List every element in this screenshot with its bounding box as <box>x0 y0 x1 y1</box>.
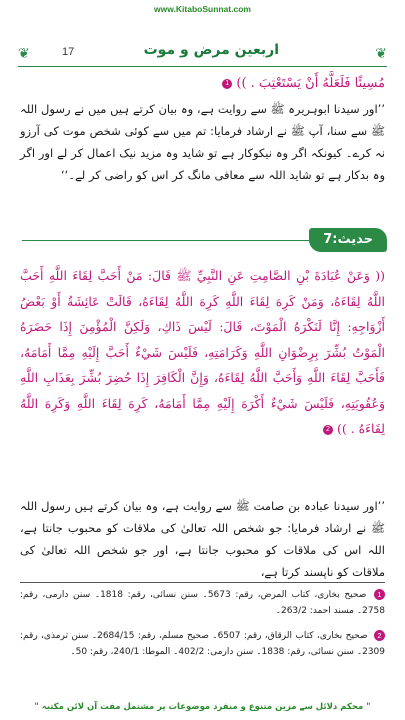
footnote-1 <box>20 587 385 619</box>
header-rule <box>18 66 387 67</box>
arabic-hadith-text: (( وَعَنْ عُبَادَةَ بْنِ الصَّامِتِ عَنِ النَّبِيِّ ﷺ قَالَ: مَنْ أَحَبَّ لِقَاءَ اللَّهِ أَحَبَّ اللَّهُ لِقَاءَهُ، وَمَنْ كَرِهَ لِقَاءَ اللَّهِ كَرِهَ اللَّهُ لِقَاءَهُ، قَالَتْ عَائِشَةُ أَوْ بَعْضُ أَزْوَاجِهِ: إِنَّا لَنَكْرَهُ الْمَوْتَ، قَالَ: لَيْسَ ذَاكِ، وَلَكِنَّ الْمُؤْمِنَ إِذَا حَضَرَهُ الْمَوْتُ بُشِّرَ بِرِضْوَانِ اللَّهِ وَكَرَامَتِهِ، فَلَيْسَ شَيْءٌ أَحَبَّ إِلَيْهِ مِمَّا أَمَامَهُ، فَأَحَبَّ لِقَاءَ اللَّهِ وَأَحَبَّ اللَّهُ لِقَاءَهُ، وَإِنَّ الْكَافِرَ إِذَا حُضِرَ بُشِّرَ بِعَذَابِ اللَّهِ وَعُقُوبَتِهِ، فَلَيْسَ شَيْءٌ أَكْرَهَ إِلَيْهِ مِمَّا أَمَامَهُ، كَرِهَ لِقَاءَ اللَّهِ وَكَرِهَ اللَّهُ لِقَاءَهُ . )) <box>20 268 385 436</box>
footnote-ref-1: 1 <box>222 79 232 89</box>
page-number: 17 <box>62 46 75 58</box>
ornament-left-icon: ❦ <box>18 46 30 62</box>
footnote-1-text: صحیح بخاری، کتاب المرض، رقم: 5673۔ سنن نسائی، رقم: 1818۔ سنن دارمی، رقم: 2758۔ مسند احمد: 263/2۔ <box>20 590 385 616</box>
heading-rule <box>22 240 309 241</box>
footnote-1-number: 1 <box>374 589 385 600</box>
urdu-translation-1: ’’اور سیدنا ابوہریرہ ﷺ سے روایت ہے، وہ بیان کرتے ہیں میں نے رسول اللہ ﷺ سے سنا، آپ ﷺ نے ارشاد فرمایا: تم میں سے کوئی شخص موت کی آرزو نہ کرے۔ کیونکہ اگر وہ نیکوکار ہے تو شاید وہ مزید نیک اعمال کر لے اور اگر وہ بدکار ہے تو شاید اللہ سے معافی مانگ کر اس کو راضی کر لے۔‘‘ <box>20 102 386 182</box>
library-note: " محکم دلائل سے مزین متنوع و منفرد موضوعات پر مشتمل مفت آن لائن مکتبہ " <box>34 702 371 712</box>
page-header <box>18 40 387 70</box>
footnote-2-number: 2 <box>374 630 385 641</box>
footnote-2 <box>20 628 385 660</box>
footnote-divider <box>20 582 385 583</box>
urdu-translation-2: ’’اور سیدنا عبادہ بن صامت ﷺ سے روایت ہے، وہ بیان کرتے ہیں رسول اللہ ﷺ نے ارشاد فرمایا: جو شخص اللہ تعالیٰ کی ملاقات کو محبوب جانتا ہے، اللہ اس کی ملاقات کو محبوب جانتا ہے، اور جو شخص اللہ تعالیٰ کی ملاقات کو ناپسند کرتا ہے، <box>20 499 385 579</box>
arabic-hadith <box>20 263 385 442</box>
hadith-badge: حدیث:7 <box>309 228 387 252</box>
arabic-continuation-text: مُسِيئًا فَلَعَلَّهُ أَنْ يَسْتَعْتِبَ . )) <box>236 76 385 91</box>
footnote-2-text: صحیح بخاری، کتاب الرقاق، رقم: 6507۔ صحیح مسلم، رقم: 2684/15۔ سنن ترمذی، رقم: 2309۔ سنن نسائی، رقم: 1838۔ سنن دارمی: 402/2۔ الموطا: 240/1، رقم: 50۔ <box>20 631 385 657</box>
ornament-right-icon: ❦ <box>375 46 387 62</box>
book-title: اربعین مرض و موت <box>143 42 279 58</box>
site-url: www.KitaboSunnat.com <box>154 4 251 14</box>
hadith-heading <box>22 228 387 252</box>
footnote-ref-2: 2 <box>323 425 333 435</box>
arabic-continuation <box>20 76 385 91</box>
